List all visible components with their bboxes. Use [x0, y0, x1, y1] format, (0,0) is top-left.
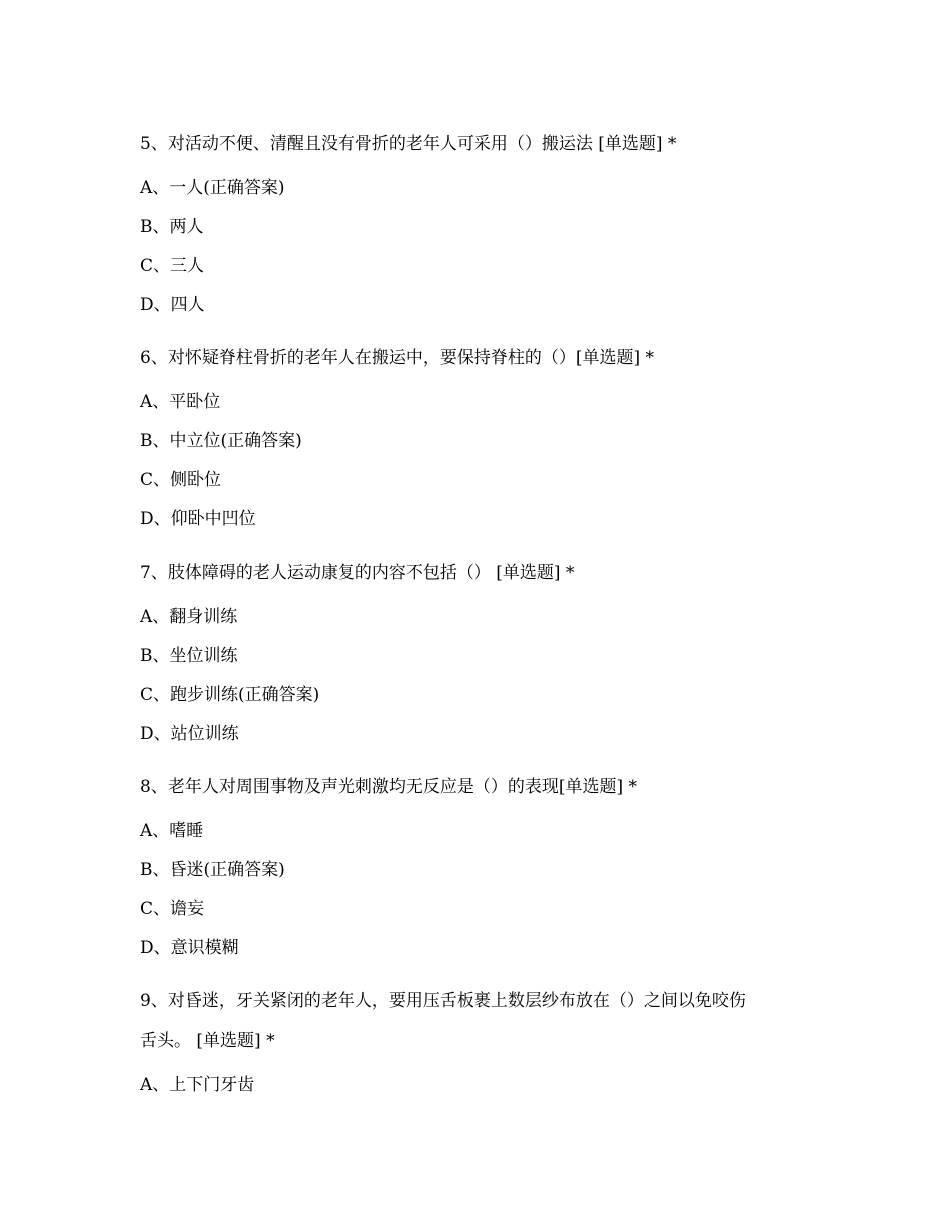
question-6-option-c: C、侧卧位 — [140, 470, 222, 490]
question-5-text: 5、对活动不便、清醒且没有骨折的老年人可采用（）搬运法 [单选题] * — [140, 134, 677, 154]
question-7-option-c: C、跑步训练(正确答案) — [140, 685, 320, 705]
question-5-option-d: D、四人 — [140, 295, 205, 315]
question-5-option-c: C、三人 — [140, 256, 205, 276]
question-9-text-line-2: 舌头。 [单选题] * — [140, 1031, 275, 1051]
question-6-option-d: D、仰卧中凹位 — [140, 509, 256, 529]
question-5-option-a: A、一人(正确答案) — [140, 178, 285, 198]
question-8-option-b: B、昏迷(正确答案) — [140, 860, 285, 880]
question-8-option-d: D、意识模糊 — [140, 938, 239, 958]
question-7-option-a: A、翻身训练 — [140, 607, 238, 627]
question-5-option-b: B、两人 — [140, 217, 204, 237]
question-8-option-a: A、嗜睡 — [140, 821, 204, 841]
question-7-text: 7、肢体障碍的老人运动康复的内容不包括（） [单选题] * — [140, 563, 575, 583]
question-7-option-d: D、站位训练 — [140, 724, 239, 744]
question-8-text: 8、老年人对周围事物及声光刺激均无反应是（）的表现[单选题] * — [140, 777, 637, 797]
question-9-text-line-1: 9、对昏迷，牙关紧闭的老年人，要用压舌板裹上数层纱布放在（）之间以免咬伤 — [140, 991, 746, 1011]
question-9-option-a: A、上下门牙齿 — [140, 1075, 255, 1095]
question-6-option-b: B、中立位(正确答案) — [140, 431, 302, 451]
question-6-text: 6、对怀疑脊柱骨折的老年人在搬运中，要保持脊柱的（）[单选题] * — [140, 348, 654, 368]
question-7-option-b: B、坐位训练 — [140, 646, 238, 666]
question-8-option-c: C、谵妄 — [140, 899, 205, 919]
question-6-option-a: A、平卧位 — [140, 392, 221, 412]
